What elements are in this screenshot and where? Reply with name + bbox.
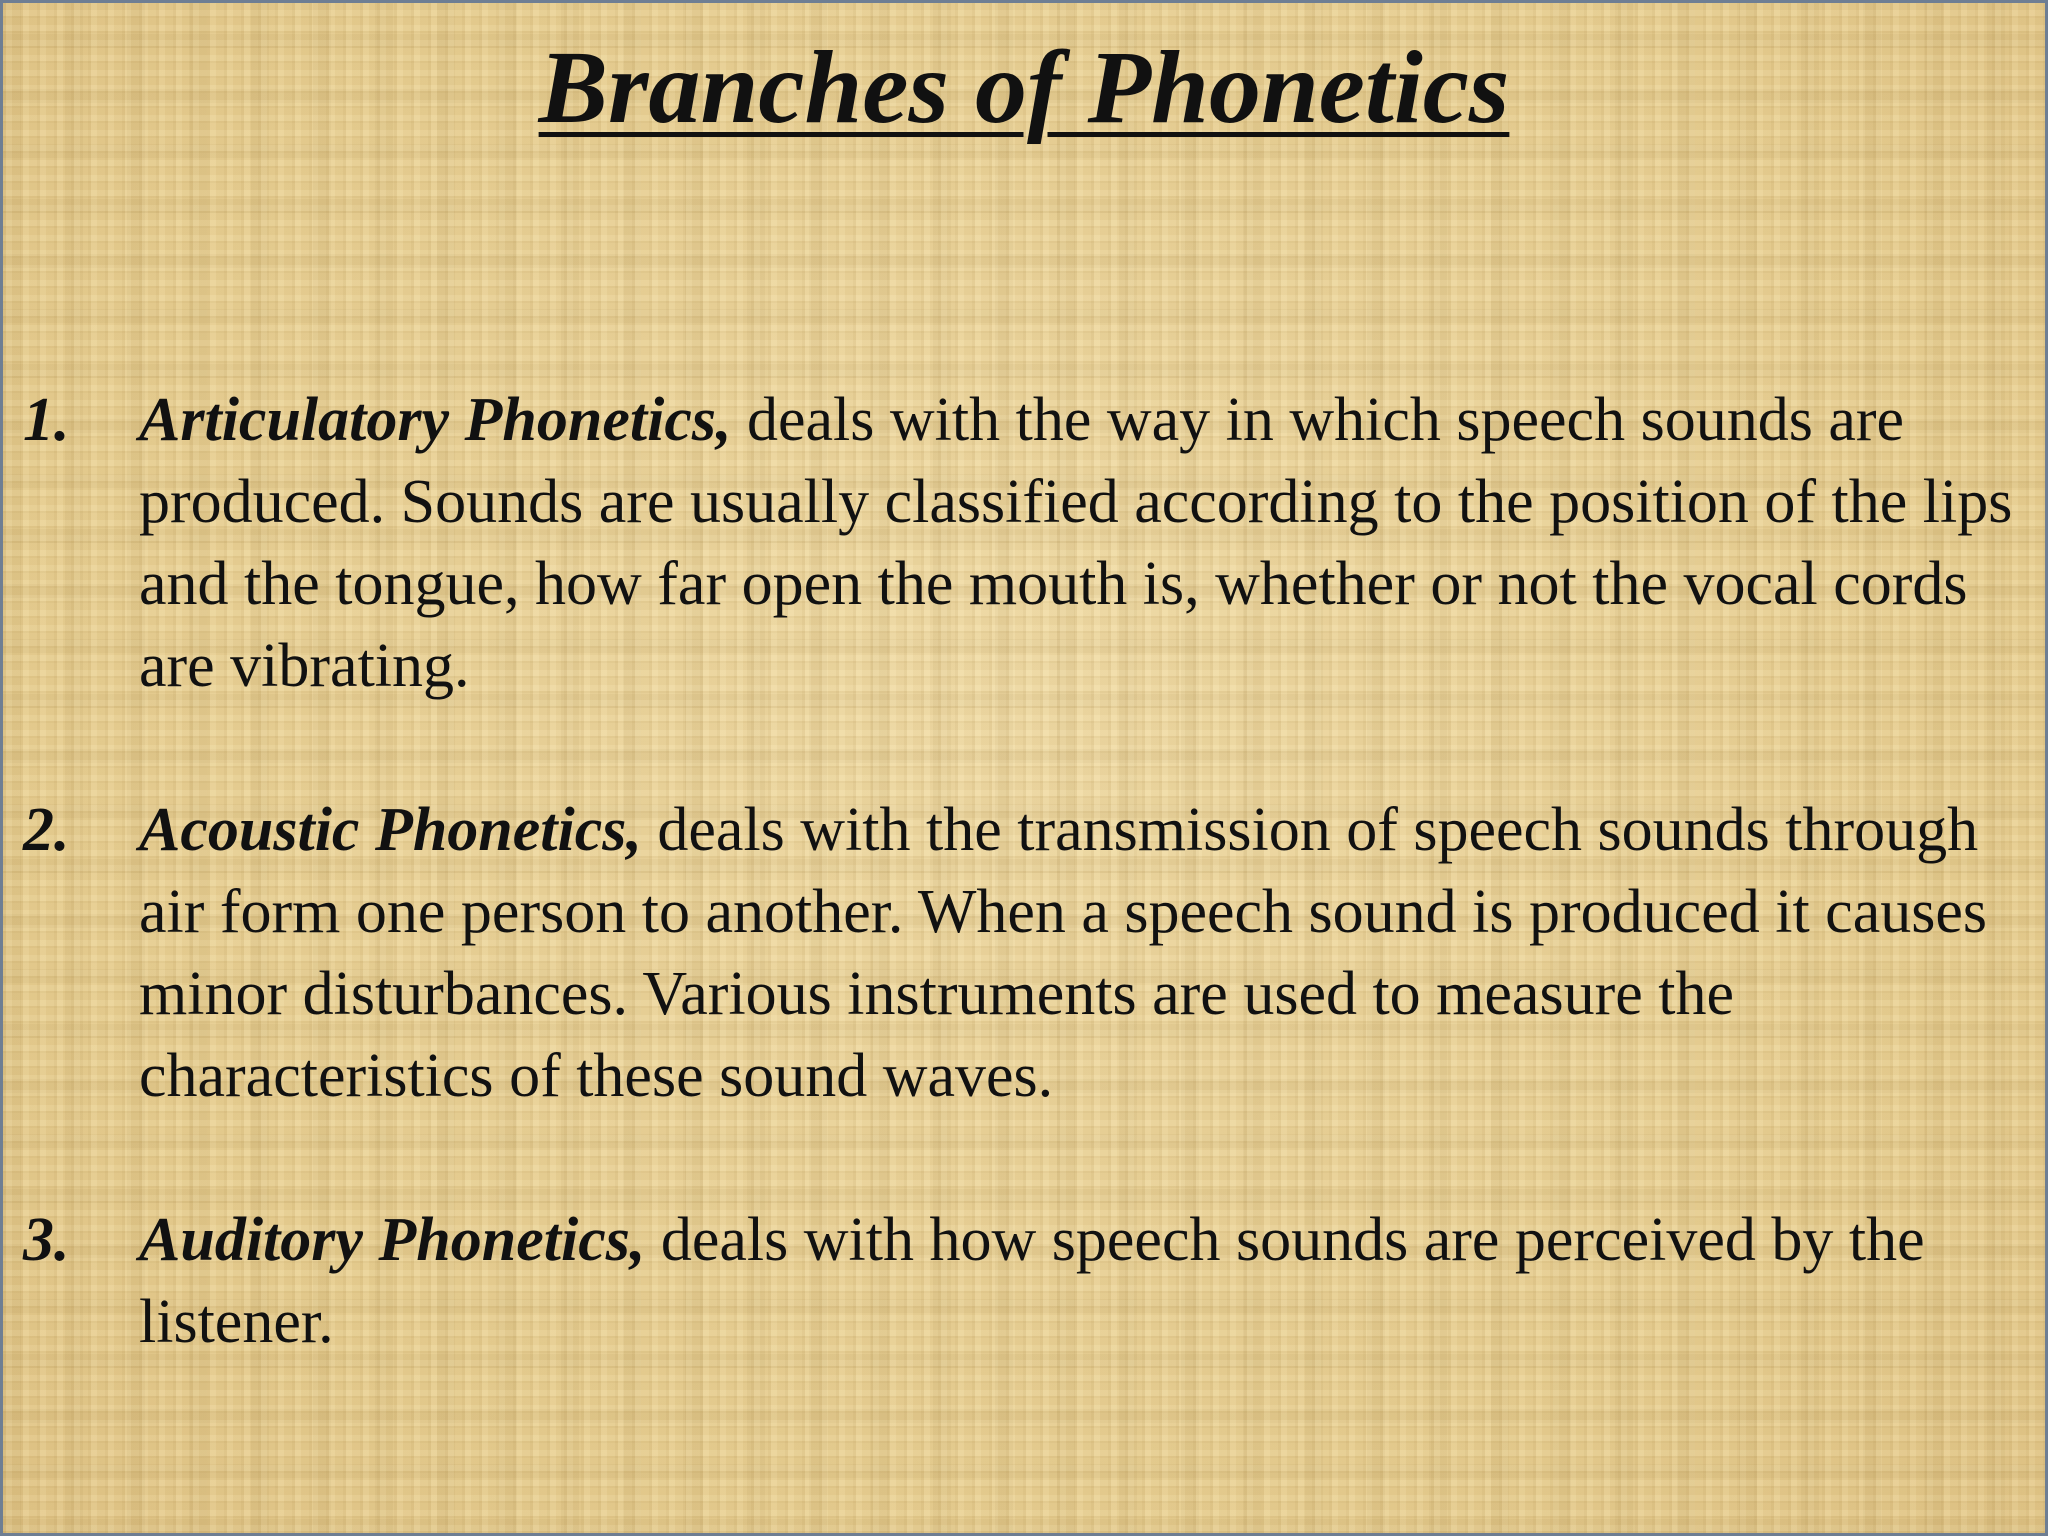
list-item-term: Acoustic Phonetics, — [139, 796, 642, 864]
list-item-description: deals with the way in which speech sounds are produced. Sounds are usually classified according to the position of the lips and the tongue, how far open the mouth is, whether or not the vocal cords are vibrating. — [139, 386, 2013, 700]
list-item-number: 3. — [23, 1206, 70, 1274]
slide-title: Branches of Phonetics — [538, 30, 1510, 145]
list-item-description: deals with the transmission of speech sounds through air form one person to another. When a speech sound is produced it causes minor disturbances. Various instruments are used to measure the characteristics of these sound waves. — [139, 796, 1987, 1110]
list-item-term: Auditory Phonetics, — [139, 1206, 646, 1274]
list-item-auditory — [3, 1199, 2048, 1363]
branches-list — [3, 379, 2048, 1445]
list-item-term: Articulatory Phonetics, — [139, 386, 732, 454]
list-item-acoustic — [3, 789, 2048, 1117]
list-item-number: 2. — [23, 796, 70, 864]
list-item-articulatory — [3, 379, 2048, 707]
list-item-number: 1. — [23, 386, 70, 454]
list-item-description: deals with how speech sounds are perceived by the listener. — [139, 1206, 1925, 1356]
